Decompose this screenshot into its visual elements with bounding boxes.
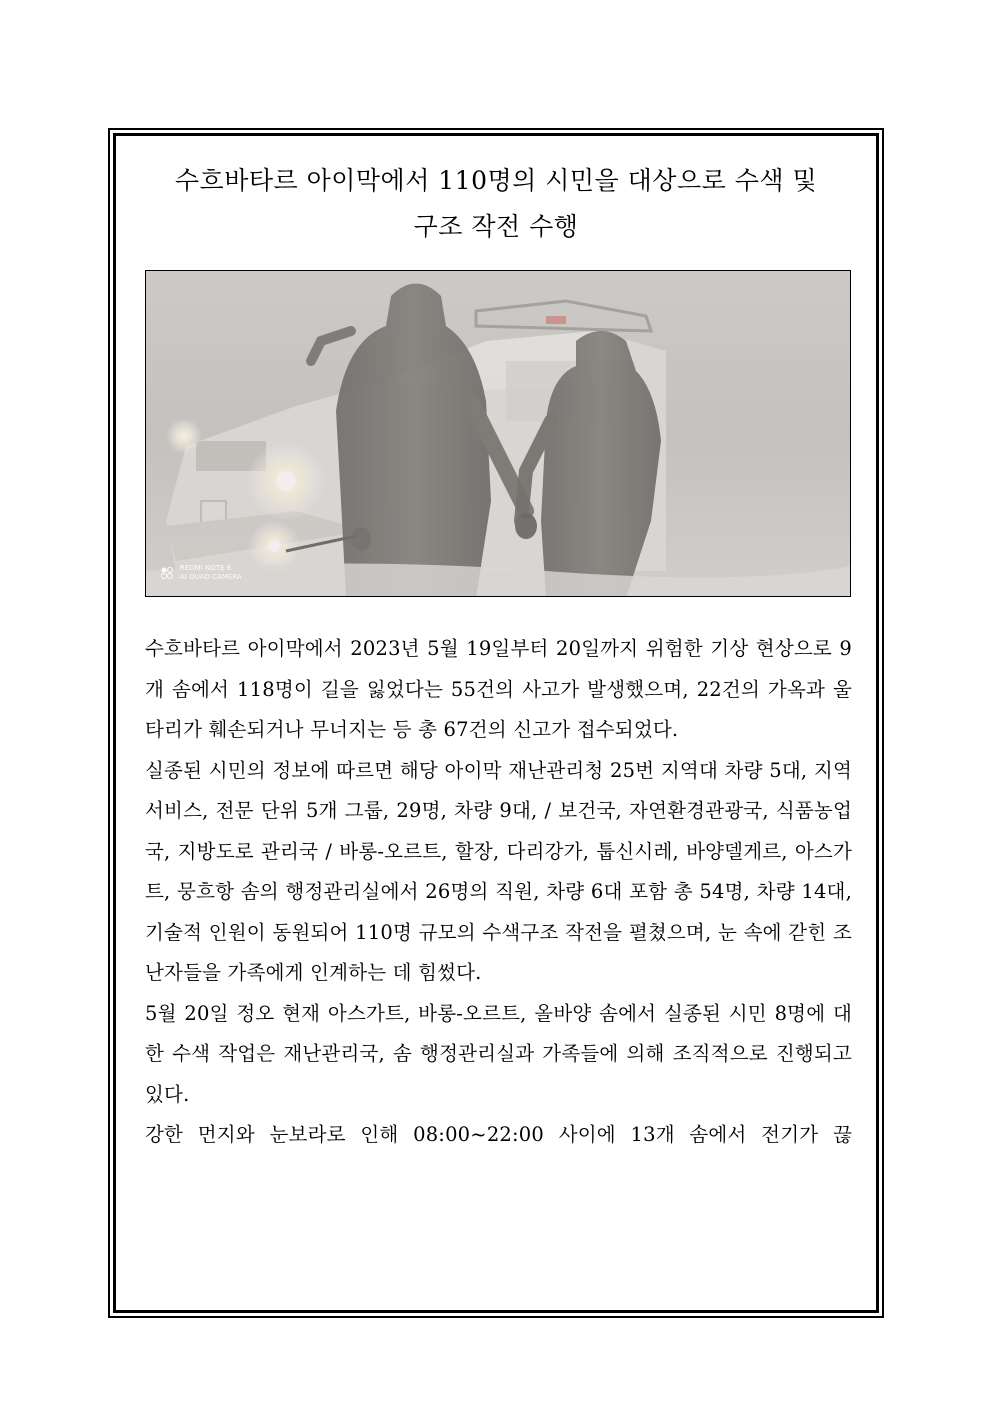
camera-watermark bbox=[160, 564, 242, 582]
article-title-line-2: 구조 작전 수행 bbox=[413, 212, 579, 241]
article-paragraph-2: 실종된 시민의 정보에 따르면 해당 아이막 재난관리청 25번 지역대 차량 5대, 지역 서비스, 전문 단위 5개 그룹, 29명, 차량 9대, / 보건국, 자연환경관광국, 식품농업국, 지방도로 관리국 / 바롱-오르트, 할장, 다리강가, 툽신시레, 바양델게르, 아스가트, 뭉흐항 솜의 행정관리실에서 26명의 직원, 차량 6대 포함 총 54명, 차량 14대, 기술적 인원이 동원되어 110명 규모의 수색구조 작전을 펼쳤으며, 눈 속에 갇힌 조난자들을 가족에게 인계하는 데 힘썼다. bbox=[145, 758, 852, 984]
article-paragraph-1: 수흐바타르 아이막에서 2023년 5월 19일부터 20일까지 위험한 기상 현상으로 9개 솜에서 118명이 길을 잃었다는 55건의 사고가 발생했으며, 22건의 가옥과 울타리가 훼손되거나 무너지는 등 총 67건의 신고가 접수되었다. bbox=[145, 637, 852, 741]
camera-quad-icon bbox=[160, 566, 174, 580]
article-body bbox=[145, 629, 852, 1156]
article-title bbox=[113, 158, 879, 250]
camera-model-text: REDMI NOTE 8 bbox=[180, 564, 232, 572]
snow-haze bbox=[146, 271, 851, 597]
rescue-photo bbox=[145, 270, 851, 597]
article-paragraph-3: 5월 20일 정오 현재 아스가트, 바롱-오르트, 올바양 솜에서 실종된 시민 8명에 대한 수색 작업은 재난관리국, 솜 행정관리실과 가족들에 의해 조직적으로 진행되고 있다. bbox=[145, 1001, 852, 1106]
rescue-photo-illustration bbox=[146, 271, 851, 597]
camera-type-text: AI QUAD CAMERA bbox=[180, 573, 242, 581]
article-paragraph-4: 강한 먼지와 눈보라로 인해 08:00~22:00 사이에 13개 솜에서 전기가 끊 bbox=[145, 1123, 852, 1146]
article-title-line-1: 수흐바타르 아이막에서 110명의 시민을 대상으로 수색 및 bbox=[174, 166, 818, 195]
